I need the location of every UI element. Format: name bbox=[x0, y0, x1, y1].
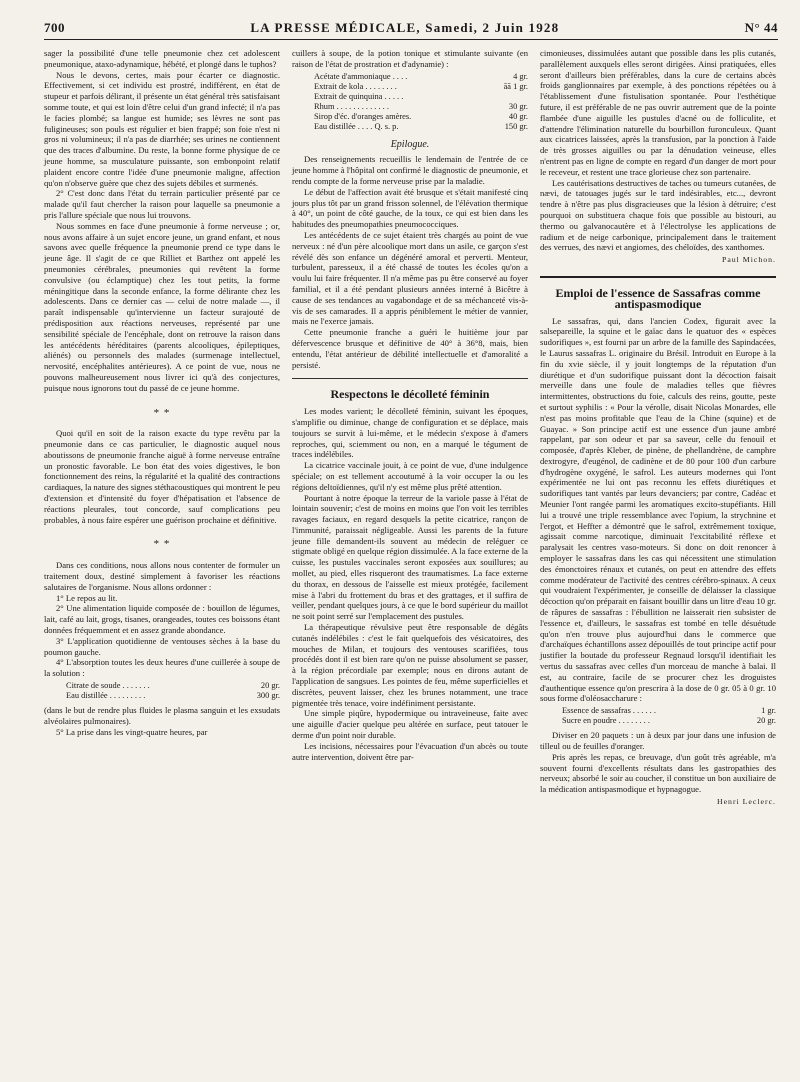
paragraph: Cette pneumonie franche a guéri le huitième jour par défervescence brusque et définitive de 40° à 36°8, mais, bien entendu, l'état antérieur de débilité intellectuelle et d'amoralité a persisté. bbox=[292, 327, 528, 370]
table-row: Extrait de kola . . . . . . . . āā 1 gr. bbox=[314, 81, 528, 91]
text-columns bbox=[44, 48, 778, 808]
paragraph: Nous sommes en face d'une pneumonie à forme nerveuse ; or, nous avons affaire à un sujet encore jeune, un grand enfant, et nous savons avec quelle fréquence la pneumonie prend ce type dans le jeune âge. Il s'agit de ce que Rilliet et Barthez ont appelé les pneumonies cérébrales, pneumonies qui revêtent la forme convulsive (ou éclamptique) chez les tout petits, la forme méningitique dans la seconde enfance, la forme délirante chez les adolescents. Dans ce dernier cas — celui de notre malade —, il paraît indispensable qu'intervienne un facteur surajouté de prédisposition aux réactions nerveuses, représenté par une sensibilité spéciale de l'encéphale, dont on retrouve la raison dans les antécédents héréditaires (parents alcooliques, épileptiques, aliénés) ou personnels des malades (surmenage intellectuel, nervosité, encéphalites antérieures). A ce point de vue, nous ne pouvons malheureusement nous livrer ici qu'à des conjectures, puisque nous ignorons tout du passé de ce jeune homme. bbox=[44, 220, 280, 393]
paragraph: Quoi qu'il en soit de la raison exacte du type revêtu par la pneumonie dans ce cas particulier, le diagnostic auquel nous aboutissons de pneumonie franche aiguë à forme nerveuse entraîne un pronostic favorable. Le bon état des voies digestives, le bon fonctionnement des reins, la régularité et la qualité des contractions cardiaques, la nature des signes stéthacoustiques qui montrent le peu d'extension et d'intensité du foyer d'hépatisation et l'absence de réactions pleurales, tout concorde, sauf complications peu probables, à nous faire espérer une guérison prochaine et définitive. bbox=[44, 428, 280, 525]
treatment-list bbox=[44, 593, 280, 679]
paragraph: Des renseignements recueillis le lendemain de l'entrée de ce jeune homme à l'hôpital ont confirmé le diagnostic de pneumonie, et rendu compte de la forme nerveuse prise par la maladie. bbox=[292, 154, 528, 186]
paragraph: Diviser en 20 paquets : un à deux par jour dans une infusion de tilleul ou de feuilles d'oranger. bbox=[540, 730, 776, 752]
divider bbox=[540, 276, 776, 278]
paragraph: (dans le but de rendre plus fluides le plasma sanguin et les exsudats alvéolaires pulmonaires). bbox=[44, 705, 280, 726]
paragraph: 2° C'est donc dans l'état du terrain particulier présenté par ce malade qu'il faut chercher la raison pour laquelle sa pneumonie a pris l'allure spéciale que nous lui trouvons. bbox=[44, 188, 280, 220]
paragraph: Nous le devons, certes, mais pour écarter ce diagnostic. Effectivement, si cet individu est prostré, indifférent, en état de stupeur et parfois délirant, il présente un état général très satisfaisant somme toute, et qui est loin d'être celui d'un grand infecté; il n'a pas le facies plombé; sa langue est humide; ses lèvres ne sont pas fuligineuses; son pouls est régulier et bien frappé; son foie n'est ni gros ni volumineux; il n'a pas de diarrhée; ses urines ne contiennent que des traces d'albumine. Du reste, la bonne forme physique de ce jeune homme, sa musculature puissante, son embonpoint relatif plaident encore contre l'idée d'une pneumonie maligne, affection qu'on n'observe guère que chez des sujets débiles et surmenés. bbox=[44, 69, 280, 188]
paragraph: Dans ces conditions, nous allons nous contenter de formuler un traitement doux, destiné simplement à favoriser les réactions salutaires de l'organisme. Nous allons ordonner : bbox=[44, 560, 280, 592]
column-1 bbox=[44, 48, 280, 808]
list-item: 2° Une alimentation liquide composée de : bouillon de légumes, lait, café au lait, grogs, tisanes, orangeades, toutes ces boissons étant données fréquemment et en assez grande abondance. bbox=[44, 603, 280, 636]
issue-number: N° 44 bbox=[744, 20, 778, 35]
paragraph: La cicatrice vaccinale jouit, à ce point de vue, d'une indulgence spéciale; on est tellement accoutumé à la voir occuper la ou les régions deltoïdiennes, qu'il n'y est même plus prêté attention. bbox=[292, 460, 528, 492]
page-header bbox=[44, 20, 778, 40]
paragraph: cuillers à soupe, de la potion tonique et stimulante suivante (en raison de l'état de prostration et d'adynamie) : bbox=[292, 48, 528, 69]
paragraph: Le début de l'affection avait été brusque et s'était manifesté cinq jours plus tôt par un grand frisson solennel, de l'élévation thermique à 40°, un point de côté gauche, de la toux, ce qui est bien dans les habitudes des pneumopathies pneumococciques. bbox=[292, 186, 528, 230]
list-item: 3° L'application quotidienne de ventouses sèches à la base du poumon gauche. bbox=[44, 635, 280, 657]
table-row: Sirop d'éc. d'oranges amères. 40 gr. bbox=[314, 111, 528, 121]
paragraph: sager la possibilité d'une telle pneumonie chez cet adolescent pneumonique, ataxo-adynamique, hébété, et plongé dans le tuphos? bbox=[44, 48, 280, 69]
list-item: 4° L'absorption toutes les deux heures d'une cuillerée à soupe de la solution : bbox=[44, 657, 280, 679]
paragraph: cimonieuses, dissimulées autant que possible dans les plis cutanés, parallèlement auxquels elles seront dirigées. Ainsi pratiquées, elles seront d'ailleurs bien préférables, dans la cure de certains abcès froids ganglionnaires par exemple, à des ponctions répétées ou à l'établissement d'une fistulisation spontanée. Pour l'esthétique future, il est préférable de ne pas ouvrir autrement que de la pointe flambée d'une aiguille les pustules d'acné ou de folliculite, et d'attendre l'élimination naturelle du bourbillon furonculeux. Quant aux cicatrices laissées, après la transfusion, par la ponction à l'aide de très grosses aiguilles ou par la dénudation veineuse, elles n'entrent pas en ligne de compte en regard d'un danger de mort pour le receveur, et restent une trace glorieuse chez son partenaire. bbox=[540, 48, 776, 177]
author-signature: Henri Leclerc. bbox=[716, 797, 776, 806]
epilogue-heading: Epilogue. bbox=[390, 138, 430, 150]
table-row: Sucre en poudre . . . . . . . . 20 gr. bbox=[562, 716, 776, 726]
paragraph: Les antécédents de ce sujet étaient très chargés au point de vue nerveux : né d'un père alcoolique mort dans un asile, ce garçon s'est révélé dès son enfance un dégénéré amoral et perverti. Menteur, turbulent, paresseux, il a été chassé de toutes les écoles qu'on a voulu lui faire fréquenter. Il n'a même pas pu être conservé au foyer familial, et il a été pendant plusieurs années interné à Bicêtre à cause de ses tendances au vagabondage et de sa méchanceté vis-à-vis de ses camarades. Il a appris péniblement le métier de vannier, mais ne l'exerce jamais. bbox=[292, 229, 528, 327]
column-3 bbox=[540, 48, 776, 808]
list-item: 1° Le repos au lit. bbox=[56, 592, 118, 603]
prescription-table bbox=[540, 706, 776, 726]
prescription-table bbox=[292, 72, 528, 132]
table-row: Eau distillée . . . . . . . . . 300 gr. bbox=[66, 691, 280, 701]
paragraph: Pris après les repas, ce breuvage, d'un goût très agréable, m'a souvent fourni d'excellents résultats dans les gastropathies des nerveux; absorbé le soir au coucher, il constitue un bon auxiliaire de la médication antispasmodique et hypnagogue. bbox=[540, 751, 776, 795]
article-title: Respectons le décolleté féminin bbox=[330, 387, 490, 402]
paragraph: Pourtant à notre époque la terreur de la variole passe à l'état de lointain souvenir; c'est de moins en moins que l'on voit les terribles ravages faciaux, en regard desquels la petite cicatrice, rançon de l'immunité, paraissait négligeable. Aussi les parents de la future jeune fille demandent-ils souvent au médecin de reléguer ce stigmate obligé en quelque région dissimulée. A la face externe de la cuisse, les pustules vaccinales seront exposées aux souillures; au mollet, au pied, elles risqueront des traumatismes. La face externe du thorax, en dessous de l'aisselle est mieux protégée, facilement mise à l'abri du frottement du bras et des grattages, et il suffira de veiller, pendant quelques jours, à ce que le bord supérieur du maillot ne soit point serré sur l'emplacement des pustules. bbox=[292, 492, 528, 622]
page-number: 700 bbox=[44, 20, 65, 35]
paragraph: Le sassafras, qui, dans l'ancien Codex, figurait avec la salsepareille, la squine et le gaïac dans le quatuor des « espèces sudorifiques », est fourni par un arbre de la famille des Sapindacées, le Laurus sassafras L. originaire du Brésil. Introduit en Europe à la fin du xvie siècle, il y jouit longtemps de la réputation d'un diurétique et d'un sudorifique puissant dont la décoction faisait merveille dans une foule de maladies telles que fièvres intermittentes, obstructions du foie, calculs des reins, goutte, peste et surtout syphilis : « Pour la vérolle, disait Nicolas Monardes, elle n'est pas moins profitable que l'eau de la Chine (squine) et de Guayac. » Son principe actif est une essence d'un jaune ambré rappelant, par son odeur et par sa saveur, celle du fenouil et composée, d'après Kleber, de pinène, de phellandrène, de camphre dextrogyre, d'eugénol, de cadinène et de 80 pour 100 d'un carbure d'hydrogène oxygéné, le safrol. Les auteurs modernes qui l'ont expérimentée ne lui ont pas reconnu les effets diurétiques et sudorifiques tant vantés par leurs devanciers; par contre, Cadéac et Meunier l'ont rangée parmi les aromatiques excito-stupéfiants. Hill lui a trouvé une triple ressemblance avec l'opium, la strychnine et l'ergot, et Heffter a démontré que le safrol, extrêmement toxique, agissait comme narcotique, diminuait l'excitabilité réflexe et paralysait les centres vaso-moteurs. Si donc on doit renoncer à employer le sassafras dans les cas qui nécessitent une stimulation des émonctoires rénaux et cutanés, on peut en attendre des effets comme modérateur de l'activité des centres cérébro-spinaux. A ceux qui voudraient l'expérimenter, je conseille de délaisser la classique décoction qu'on préparait en faisant bouillir dans un litre d'eau 10 gr. de râpures de sassafras : l'ébullition ne laisserait rien subsister de l'essence et, d'ailleurs, le sassafras est tombé en telle désuétude qu'on n'en trouve plus aujourd'hui dans le commerce que d'archaïques échantillons assez dépouillés de tout principe actif pour justifier la boutade du professeur Regnaud lorsqu'il identifiait les vertus du sassafras avec celles d'un morceau de manche à balai. Il est, au contraire, facile de se procurer chez les droguistes d'authentique essence qu'on prescrira à la dose de 0 gr. 05 à 0 gr. 10 sous forme d'oléosaccharure : bbox=[540, 315, 777, 704]
column-2 bbox=[292, 48, 528, 808]
section-separator: * * bbox=[153, 538, 171, 551]
paragraph: 5° La prise dans les vingt-quatre heures, par bbox=[56, 726, 208, 737]
paragraph: La thérapeutique révulsive peut être responsable de dégâts cutanés indélébiles : c'est le fait quelquefois des vésicatoires, des mouches de Milan, et toujours des ventouses scarifiées, tous procédés dont il est bien rare qu'on ne puisse absolument se passer, à la région précordiale par exemple; nous en dirons autant de l'application de sangsues. Les pointes de feu, même superficielles et discrètes, peuvent laisser, chez les brunes notamment, une trace pigmentée très tenace, voire indéfiniment persistante. bbox=[292, 622, 528, 708]
paragraph: Les incisions, nécessaires pour l'évacuation d'un abcès ou toute autre intervention, doivent être par- bbox=[292, 740, 528, 762]
table-row: Extrait de quinquina . . . . . bbox=[314, 91, 404, 101]
paragraph: Une simple piqûre, hypodermique ou intraveineuse, faite avec une aiguille d'acier quelque peu altérée en surface, peut tatouer le derme d'un point noir durable. bbox=[292, 708, 528, 741]
table-row: Eau distillée . . . . Q. s. p. 150 gr. bbox=[314, 121, 528, 131]
article-title: Emploi de l'essence de Sassafras comme antispasmodique bbox=[555, 285, 761, 311]
paragraph: Les cautérisations destructives de taches ou tumeurs cutanées, de nævi, de tatouages jugés sur le tard indésirables, etc..., devront tendre à n'être pas plus disgracieuses que la lésion à détruire; c'est pourquoi on substituera chaque fois que possible au bistouri, au thermo ou galvanocautère et à l'électrolyse les applications de radium et de neige carbonique, principalement dans le traitement des verrues, des nævi et angiomes, des chéloïdes, des xanthomes. bbox=[540, 177, 776, 253]
table-row: Rhum . . . . . . . . . . . . . 30 gr. bbox=[314, 101, 528, 111]
table-row: Essence de sassafras . . . . . . 1 gr. bbox=[562, 706, 776, 716]
table-row: Acétate d'ammoniaque . . . . 4 gr. bbox=[314, 71, 528, 81]
journal-title: LA PRESSE MÉDICALE, Samedi, 2 Juin 1928 bbox=[250, 20, 560, 35]
table-row: Citrate de soude . . . . . . . 20 gr. bbox=[66, 681, 280, 691]
prescription-table bbox=[44, 681, 280, 701]
author-signature: Paul Michon. bbox=[721, 255, 776, 265]
section-separator: * * bbox=[153, 406, 171, 419]
paragraph: Les modes varient; le décolleté féminin, suivant les époques, s'amplifie ou diminue, change de configuration et se déplace, mais toujours se survit à lui-même, et le médecin s'expose à d'amers reproches, qui, sciemment ou non, en a marqué le tégument de traces indélébiles. bbox=[292, 406, 528, 460]
divider bbox=[292, 378, 528, 379]
